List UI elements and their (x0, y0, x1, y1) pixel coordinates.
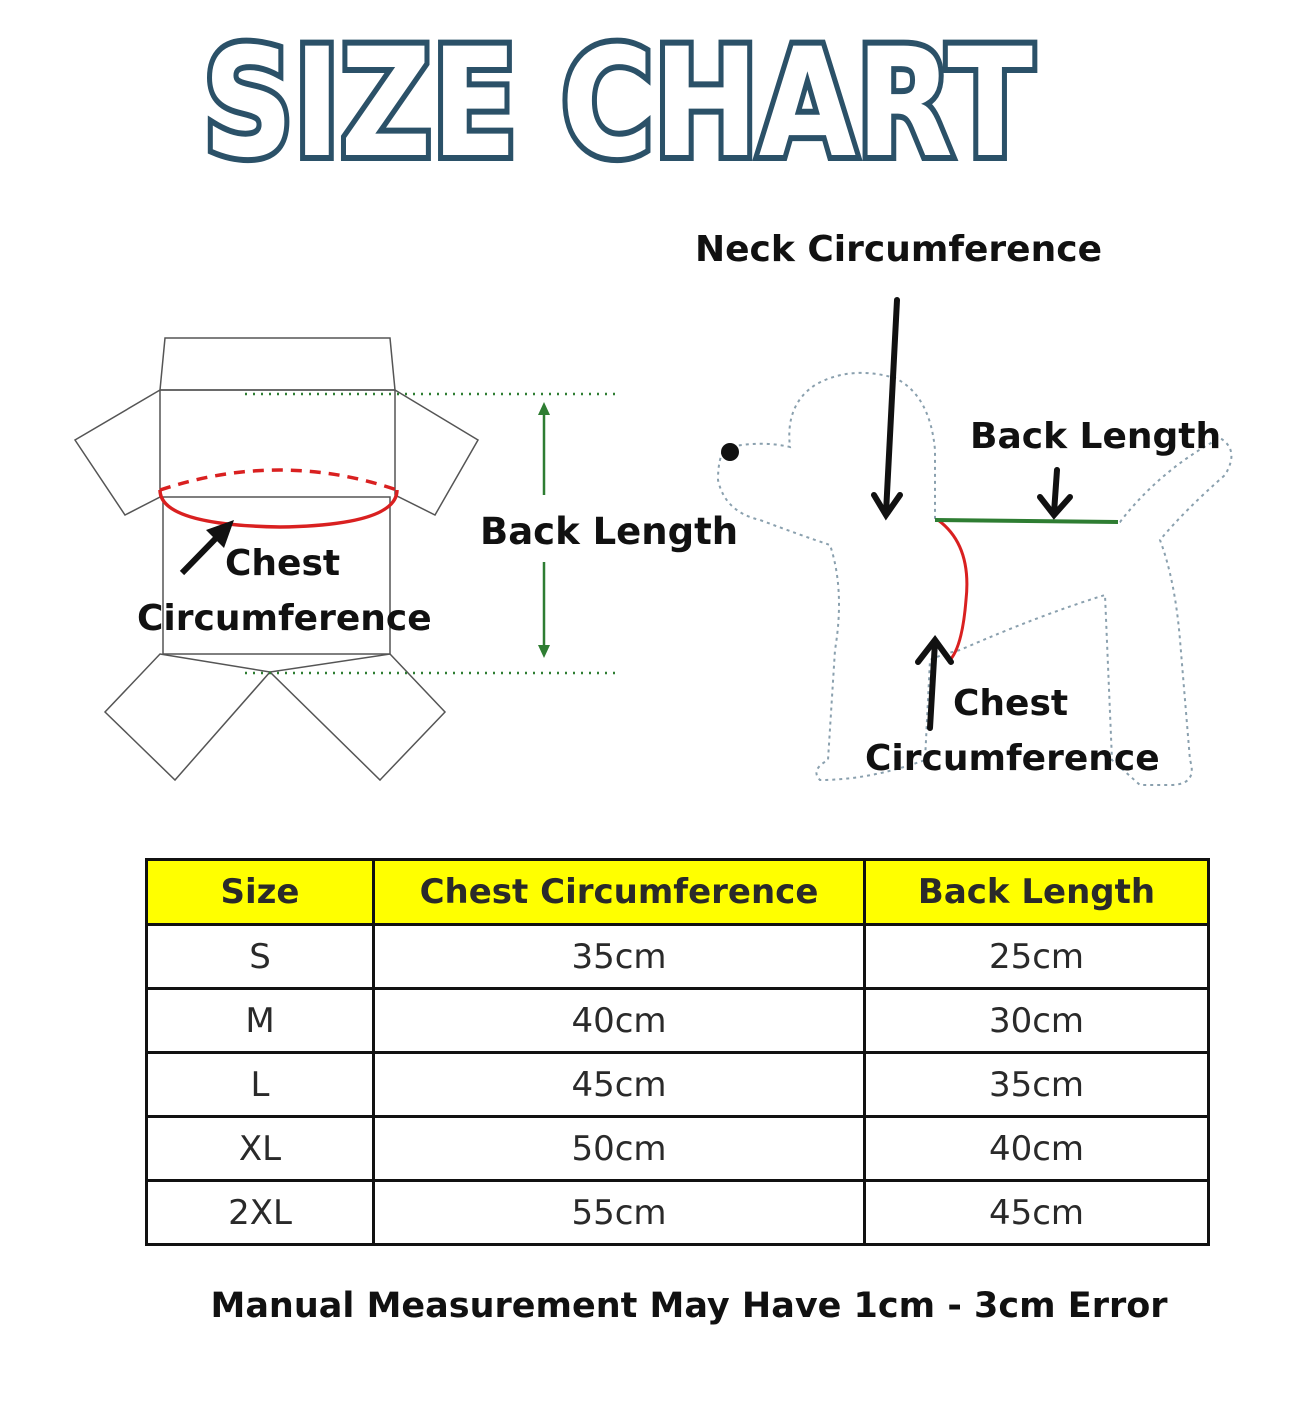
cell-back-length: 30cm (865, 989, 1209, 1053)
cell-size: 2XL (147, 1181, 374, 1245)
size-table (145, 858, 1210, 1246)
cell-chest: 45cm (374, 1053, 865, 1117)
dog-back-length-label: Back Length (970, 416, 1222, 457)
page-title (0, 0, 1312, 190)
dog-neck-arrow (874, 300, 900, 515)
cell-back-length: 35cm (865, 1053, 1209, 1117)
garment-collar (160, 338, 395, 390)
measurement-note: Manual Measurement May Have 1cm - 3cm Error (210, 1286, 1168, 1326)
header-size: Size (147, 860, 374, 925)
dog-chest-label-line2: Circumference (865, 738, 1160, 779)
cell-size: M (147, 989, 374, 1053)
cell-size: S (147, 925, 374, 989)
dog-chest-label-line1: Chest (953, 683, 1069, 724)
cell-size: XL (147, 1117, 374, 1181)
garment-chest-label-line1: Chest (225, 543, 341, 584)
garment-back-length-label: Back Length (480, 510, 739, 553)
cell-chest: 50cm (374, 1117, 865, 1181)
table-header-row (147, 860, 1209, 925)
table-row (147, 1053, 1209, 1117)
table-row (147, 989, 1209, 1053)
cell-chest: 35cm (374, 925, 865, 989)
garment-left-sleeve (75, 390, 160, 515)
garment-right-sleeve (395, 390, 478, 515)
cell-back-length: 40cm (865, 1117, 1209, 1181)
garment-chest-ellipse (160, 470, 397, 527)
title-text: SIZE CHART (203, 17, 1033, 190)
dog-back-arrow (1040, 470, 1070, 515)
table-row (147, 1181, 1209, 1245)
cell-back-length: 25cm (865, 925, 1209, 989)
cell-size: L (147, 1053, 374, 1117)
dog-chest-line (938, 520, 967, 662)
table-row (147, 1117, 1209, 1181)
cell-chest: 55cm (374, 1181, 865, 1245)
cell-back-length: 45cm (865, 1181, 1209, 1245)
header-back-length: Back Length (865, 860, 1209, 925)
dog-chest-arrow (918, 640, 951, 728)
header-chest: Chest Circumference (374, 860, 865, 925)
garment-chest-label-line2: Circumference (137, 598, 432, 639)
dog-back-line (935, 520, 1118, 522)
table-row (147, 925, 1209, 989)
dog-nose (721, 443, 739, 461)
dog-neck-label: Neck Circumference (695, 229, 1102, 270)
title-graphic (0, 0, 1312, 190)
cell-chest: 40cm (374, 989, 865, 1053)
